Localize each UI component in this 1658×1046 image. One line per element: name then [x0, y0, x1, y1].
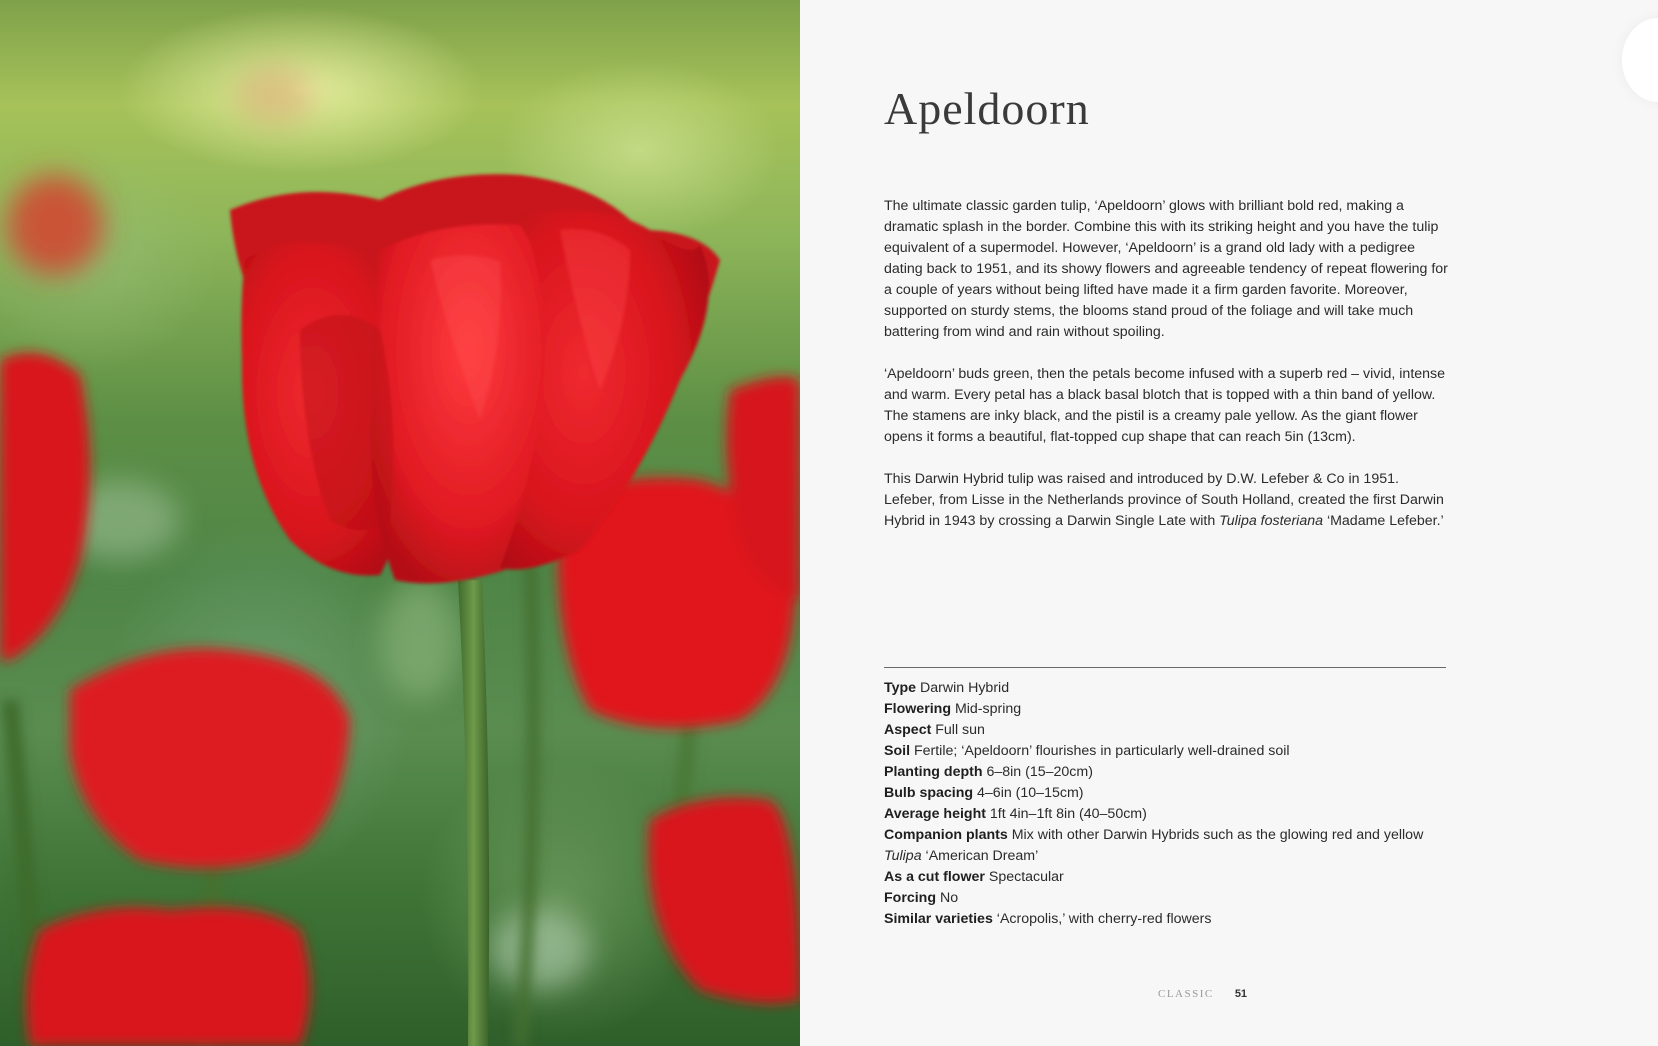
fact-label: Aspect [884, 722, 932, 738]
fact-label: Similar varieties [884, 911, 993, 927]
fact-value: 1ft 4in–1ft 8in (40–50cm) [985, 806, 1147, 822]
fact-value: ‘Acropolis,’ with cherry-red flowers [992, 911, 1212, 927]
history-text: This Darwin Hybrid tulip was raised and introduced by D.W. Lefeber & Co in 1951. Lefeber, from Lisse in the Netherlands province of South Holland, created the first Darwin Hybrid in 1943 by crossing a Darwin Single Late with [884, 471, 1444, 529]
fact-label: Bulb spacing [884, 785, 974, 801]
fact-soil [884, 741, 1446, 762]
fact-label: As a cut flower [884, 869, 985, 885]
fact-forcing [884, 888, 1446, 909]
fact-label: Companion plants [884, 827, 1008, 843]
red-tulip-photo [0, 0, 800, 1046]
fact-value: Darwin Hybrid [916, 680, 1010, 696]
fact-label: Average height [884, 806, 986, 822]
fact-bulb-spacing [884, 783, 1446, 804]
facts-divider [884, 667, 1446, 668]
page-title: Apeldoorn [884, 83, 1090, 134]
fact-value: 6–8in (15–20cm) [982, 764, 1093, 780]
fact-value: Full sun [931, 722, 985, 738]
fact-label: Planting depth [884, 764, 983, 780]
history-text-end: ‘Madame Lefeber.’ [1323, 513, 1444, 529]
paragraph-history [884, 469, 1454, 532]
fact-label: Soil [884, 743, 911, 759]
text-page [800, 0, 1658, 1046]
fact-value: 4–6in (10–15cm) [973, 785, 1084, 801]
fact-label: Type [884, 680, 917, 696]
fact-aspect [884, 720, 1446, 741]
running-head: CLASSIC [1158, 988, 1214, 1000]
paragraph-appearance: ‘Apeldoorn’ buds green, then the petals become infused with a superb red – vivid, intense and warm. Every petal has a black basal blotch that is topped with a thin band of yellow. The stamens are inky black, and the pistil is a creamy pale yellow. As the giant flower opens it forms a beautiful, flat-topped cup shape that can reach 5in (13cm). [884, 366, 1446, 445]
fact-value-italic: Tulipa [884, 848, 922, 864]
fact-value: Mix with other Darwin Hybrids such as the glowing red and yellow [1007, 827, 1424, 843]
fact-type [884, 678, 1446, 699]
description [884, 196, 1454, 553]
tulip-photo [0, 0, 800, 1046]
fact-similar-varieties [884, 909, 1446, 930]
history-italic-name: Tulipa fosteriana [1219, 513, 1323, 529]
fact-value: Spectacular [984, 869, 1064, 885]
fact-flowering [884, 699, 1446, 720]
fact-value: No [936, 890, 959, 906]
fact-value-end: ‘American Dream’ [921, 848, 1039, 864]
fact-label: Forcing [884, 890, 937, 906]
fact-average-height [884, 804, 1446, 825]
fact-label: Flowering [884, 701, 951, 717]
fact-companion-plants [884, 825, 1446, 867]
page-number: 51 [1234, 988, 1248, 1000]
paragraph-intro: The ultimate classic garden tulip, ‘Apeldoorn’ glows with brilliant bold red, making a dramatic splash in the border. Combine this with its striking height and you have the tulip equivalent of a supermodel. However, ‘Apeldoorn’ is a grand old lady with a pedigree dating back to 1951, and its showy flowers and agreeable tendency of repeat flowering for a couple of years without being lifted have made it a firm garden favorite. Moreover, supported on sturdy stems, the blooms stand proud of the foliage and will take much battering from wind and rain without spoiling. [884, 198, 1448, 340]
page-edge-highlight [1622, 18, 1658, 102]
fact-value: Mid-spring [951, 701, 1022, 717]
fact-planting-depth [884, 762, 1446, 783]
page-footer [1158, 988, 1247, 1000]
fact-cut-flower [884, 867, 1446, 888]
tulip-stem [458, 580, 489, 1046]
fact-value: Fertile; ‘Apeldoorn’ flourishes in particularly well-drained soil [910, 743, 1290, 759]
fact-list [884, 678, 1446, 930]
